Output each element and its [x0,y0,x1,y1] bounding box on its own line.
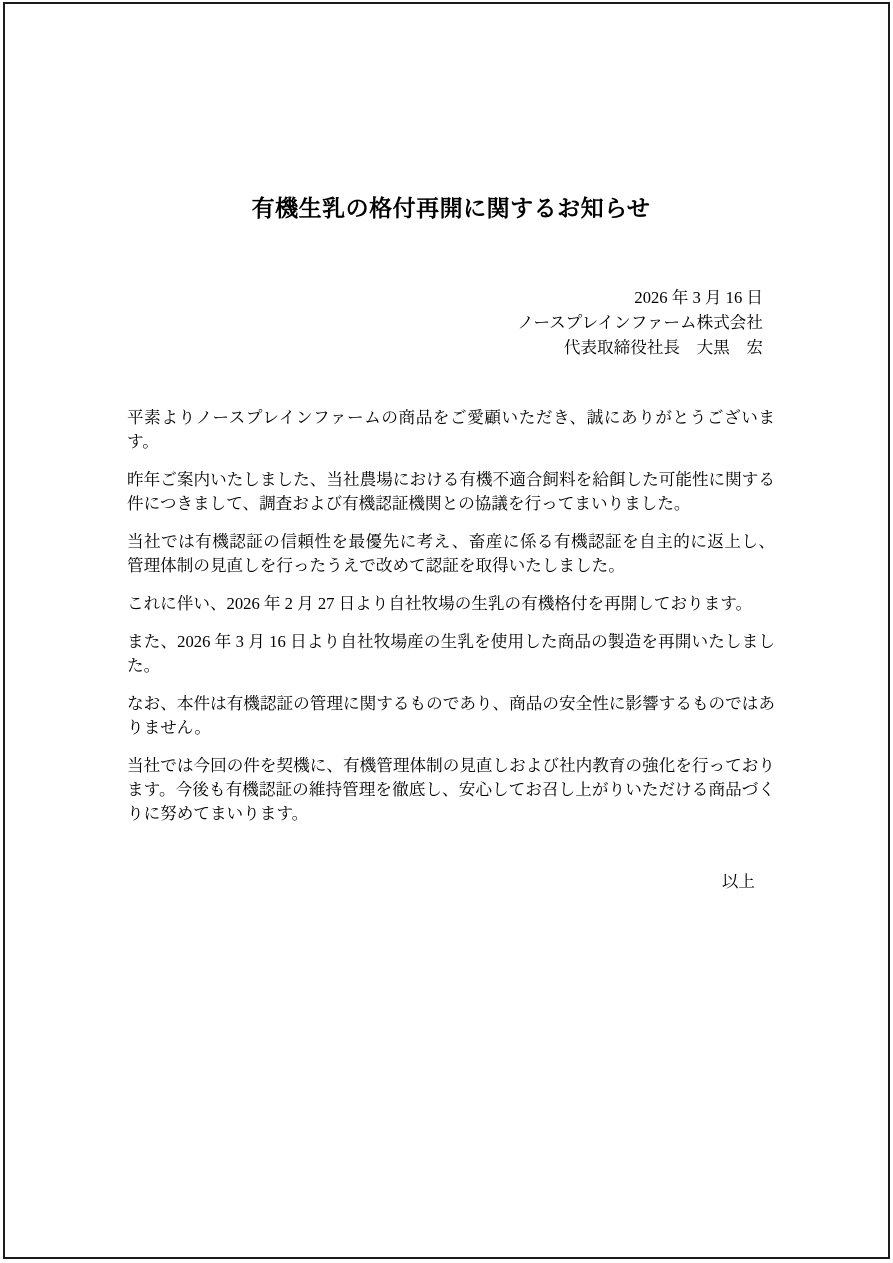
company-name: ノースプレインファーム株式会社 [517,313,763,332]
signer-line: 代表取締役社長 大黒 宏 [563,338,763,357]
body-paragraph-grading-resumed: これに伴い、2026 年 2 月 27 日より自社牧場の生乳の有機格付を再開しております。 [127,594,753,613]
document-title: 有機生乳の格付再開に関するお知らせ [251,196,651,221]
letter-body [127,406,775,826]
date-line: 2026 年 3 月 16 日 [634,288,763,307]
closing-label: 以上 [721,872,755,891]
sender-block [127,285,775,360]
body-paragraph-safety-note: なお、本件は有機認証の管理に関するものであり、商品の安全性に影響するものではありません。 [127,694,775,737]
body-paragraph-commitment: 当社では今回の件を契機に、有機管理体制の見直しおよび社内教育の強化を行っております。今後も有機認証の維持管理を徹底し、安心してお召し上がりいただける商品づくりに努めてまいります。 [127,756,775,823]
body-paragraph-production-resumed: また、2026 年 3 月 16 日より自社牧場産の生乳を使用した商品の製造を再開いたしました。 [127,632,775,675]
body-paragraph-recertification: 当社では有機認証の信頼性を最優先に考え、畜産に係る有機認証を自主的に返上し、管理体制の見直しを行ったうえで改めて認証を取得いたしました。 [127,532,775,575]
body-paragraph-greeting: 平素よりノースプレインファームの商品をご愛顧いただき、誠にありがとうございます。 [127,408,775,451]
body-paragraph-background: 昨年ご案内いたしました、当社農場における有機不適合飼料を給餌した可能性に関する件につきまして、調査および有機認証機関との協議を行ってまいりました。 [127,470,775,513]
